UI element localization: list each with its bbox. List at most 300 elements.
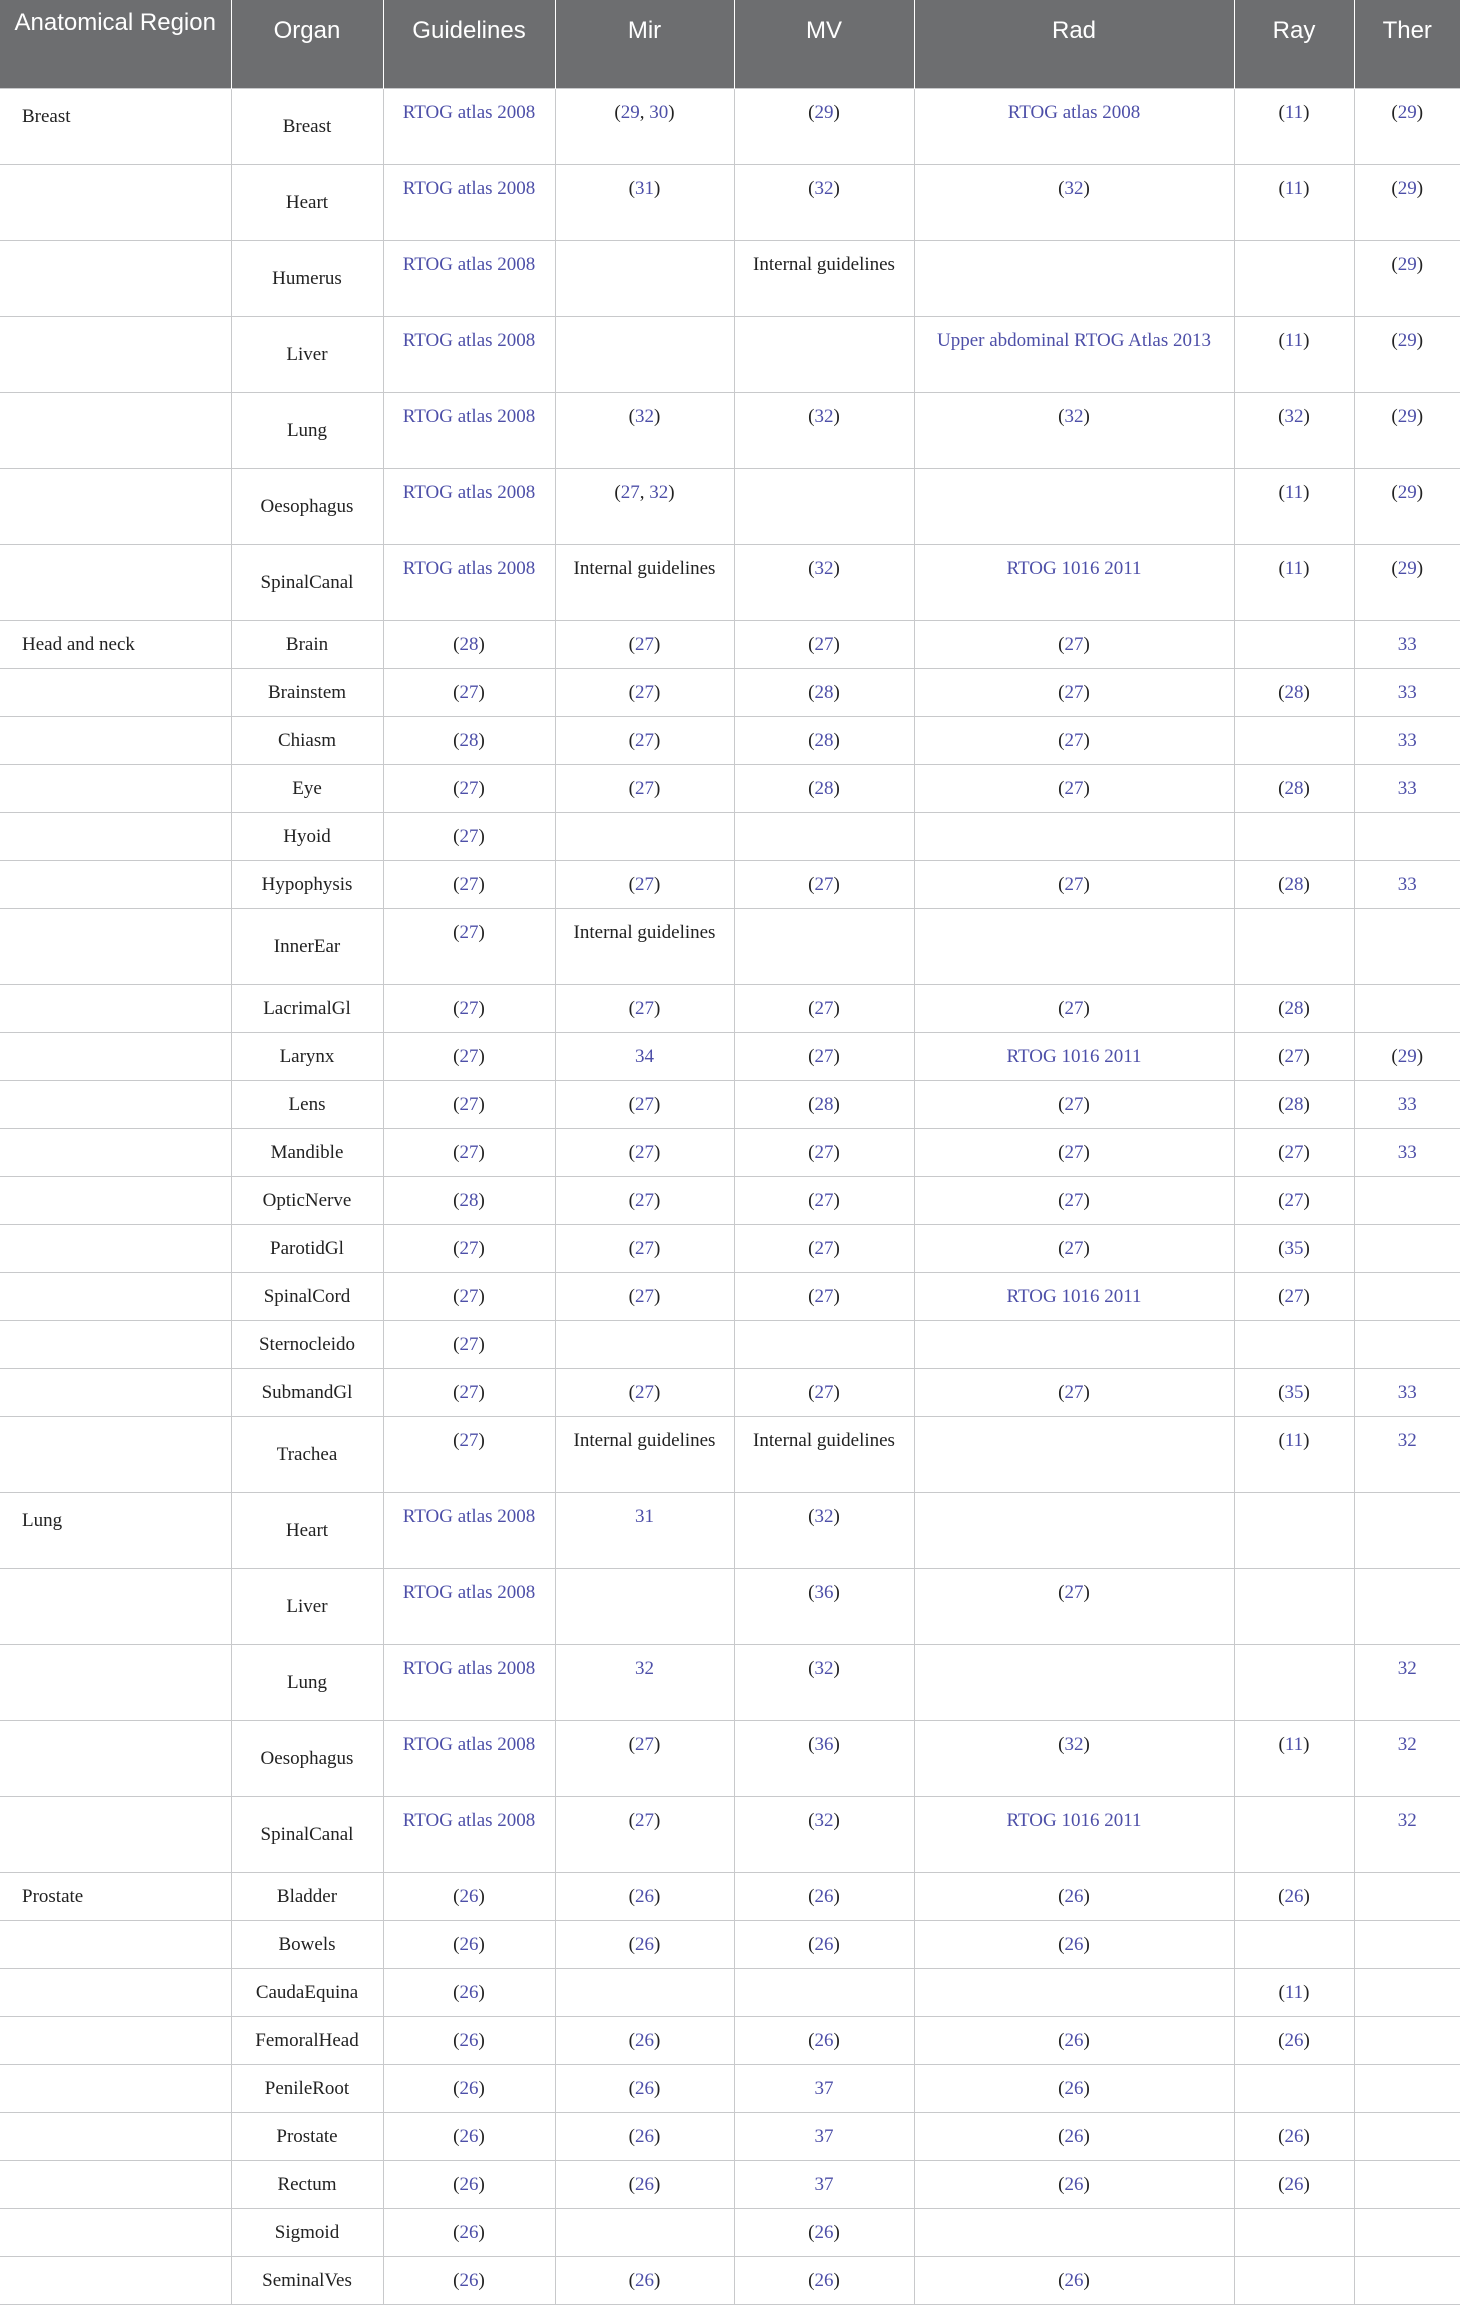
cell-rad <box>914 240 1234 316</box>
citation-link[interactable]: 26 <box>814 2029 834 2051</box>
citation-link[interactable]: 32 <box>1064 405 1084 427</box>
citation-link[interactable]: 32 <box>814 177 834 199</box>
citation-link[interactable]: 27 <box>814 1189 834 1211</box>
citation-link[interactable]: 27 <box>1064 873 1084 895</box>
organ-label: Heart <box>285 1519 329 1541</box>
citation-link[interactable]: 32 <box>635 1657 654 1679</box>
citation-link[interactable]: 32 <box>1064 177 1084 199</box>
citation-link[interactable]: 27 <box>814 873 834 895</box>
cell-mir <box>555 1416 734 1492</box>
column-header: Ther <box>1354 0 1460 88</box>
citation-link[interactable]: 33 <box>1397 729 1417 751</box>
cell-organ <box>231 1224 383 1272</box>
citation-link[interactable]: 37 <box>814 2077 834 2099</box>
cell-ther <box>1354 2064 1460 2112</box>
citation-link[interactable]: 32 <box>814 1505 834 1527</box>
citation-link[interactable]: 30 <box>649 101 669 123</box>
citation-ref: (11) <box>1278 481 1310 503</box>
citation-link[interactable]: 27 <box>459 921 479 943</box>
citation-link[interactable]: 11 <box>1284 481 1304 503</box>
cell-ther <box>1354 716 1460 764</box>
cell-ther <box>1354 392 1460 468</box>
citation-link[interactable]: 26 <box>635 1933 654 1955</box>
citation-ref: (11) <box>1278 177 1310 199</box>
citation-link[interactable]: 29 <box>1397 253 1417 275</box>
citation-link[interactable]: 29 <box>1397 557 1417 579</box>
cell-mv <box>734 2064 914 2112</box>
table-row <box>0 2160 1460 2208</box>
citation-link[interactable]: 32 <box>814 1809 834 1831</box>
citation-link[interactable]: 32 <box>1064 1733 1084 1755</box>
citation-link[interactable]: 27 <box>1064 997 1084 1019</box>
citation-link[interactable]: 35 <box>1284 1237 1304 1259</box>
citation-ref: (26) <box>453 2125 485 2147</box>
citation-link[interactable]: 31 <box>635 1505 654 1527</box>
citation-link[interactable]: 27 <box>1064 1237 1084 1259</box>
citation-link[interactable]: 26 <box>1064 2173 1084 2195</box>
cell-mir <box>555 1320 734 1368</box>
citation-ref: (27) <box>1058 1141 1090 1163</box>
citation-link[interactable]: 32 <box>649 481 669 503</box>
cell-ray <box>1234 1176 1354 1224</box>
citation-link[interactable]: 27 <box>1064 633 1084 655</box>
cell-rad <box>914 316 1234 392</box>
citation-ref: (32) <box>808 405 840 427</box>
cell-mv <box>734 1176 914 1224</box>
cell-mv <box>734 316 914 392</box>
citation-link[interactable]: 26 <box>635 2173 654 2195</box>
cell-text: Internal guidelines <box>573 1429 716 1451</box>
citation-ref: (29, 30) <box>614 101 675 123</box>
citation-link[interactable]: 31 <box>635 177 654 199</box>
region-label: Lung <box>22 1509 63 1531</box>
citation-link[interactable]: 28 <box>814 681 834 703</box>
citation-link[interactable]: 27 <box>459 1093 479 1115</box>
citation-link[interactable]: 27 <box>635 873 654 895</box>
citation-link[interactable]: 26 <box>1064 2029 1084 2051</box>
cell-ray <box>1234 1224 1354 1272</box>
citation-link[interactable]: RTOG atlas 2008 <box>402 1657 536 1679</box>
citation-link[interactable]: 36 <box>814 1581 834 1603</box>
citation-ref: (26) <box>1278 1885 1310 1907</box>
citation-link[interactable]: 27 <box>459 873 479 895</box>
citation-link[interactable]: 32 <box>814 405 834 427</box>
citation-link[interactable]: 26 <box>459 2125 479 2147</box>
citation-link[interactable]: 33 <box>1397 1093 1417 1115</box>
citation-link[interactable]: 27 <box>814 1045 834 1067</box>
citation-link[interactable]: RTOG atlas 2008 <box>402 1733 536 1755</box>
organ-label: Heart <box>285 191 329 213</box>
cell-ther <box>1354 1492 1460 1568</box>
cell-organ <box>231 1080 383 1128</box>
cell-region <box>0 1492 231 1568</box>
cell-rad <box>914 1272 1234 1320</box>
cell-ray <box>1234 392 1354 468</box>
citation-link[interactable]: 26 <box>459 1933 479 1955</box>
citation-link[interactable]: 27 <box>459 777 479 799</box>
citation-link[interactable]: 27 <box>459 1141 479 1163</box>
organ-label: Prostate <box>276 2125 338 2147</box>
table-row <box>0 1272 1460 1320</box>
citation-link[interactable]: 27 <box>1284 1285 1304 1307</box>
citation-link[interactable]: 32 <box>1284 405 1304 427</box>
citation-link[interactable]: RTOG atlas 2008 <box>402 1581 536 1603</box>
citation-link[interactable]: RTOG atlas 2008 <box>402 329 536 351</box>
citation-link[interactable]: 26 <box>1284 2173 1304 2195</box>
organ-label: Sigmoid <box>274 2221 340 2243</box>
cell-ray <box>1234 716 1354 764</box>
citation-link[interactable]: RTOG atlas 2008 <box>402 1809 536 1831</box>
citation-link[interactable]: 33 <box>1397 873 1417 895</box>
cell-guidelines <box>383 1644 555 1720</box>
organ-label: Larynx <box>279 1045 335 1067</box>
citation-link[interactable]: 37 <box>814 2173 834 2195</box>
citation-link[interactable]: 26 <box>814 1933 834 1955</box>
citation-ref: (32) <box>1058 177 1090 199</box>
citation-link[interactable]: RTOG atlas 2008 <box>1007 101 1141 123</box>
cell-organ <box>231 392 383 468</box>
citation-link[interactable]: 33 <box>1397 1381 1417 1403</box>
citation-link[interactable]: 27 <box>635 1809 654 1831</box>
citation-link[interactable]: 11 <box>1284 329 1304 351</box>
citation-link[interactable]: 26 <box>814 1885 834 1907</box>
citation-link[interactable]: 26 <box>1064 2125 1084 2147</box>
citation-link[interactable]: 27 <box>1064 1381 1084 1403</box>
cell-rad <box>914 164 1234 240</box>
cell-ther <box>1354 544 1460 620</box>
region-label: Breast <box>22 105 71 127</box>
citation-link[interactable]: 26 <box>459 1885 479 1907</box>
citation-ref: (26) <box>1058 2269 1090 2291</box>
citation-link[interactable]: 27 <box>459 1333 479 1355</box>
citation-link[interactable]: 26 <box>1064 2077 1084 2099</box>
citation-ref: (26) <box>1058 2173 1090 2195</box>
cell-region <box>0 2064 231 2112</box>
citation-link[interactable]: 33 <box>1397 777 1417 799</box>
citation-ref: (28) <box>808 681 840 703</box>
citation-link[interactable]: RTOG 1016 2011 <box>1006 1809 1142 1831</box>
citation-link[interactable]: 28 <box>814 1093 834 1115</box>
citation-ref: (26) <box>808 2029 840 2051</box>
citation-link[interactable]: 27 <box>635 1733 654 1755</box>
citation-ref: (27) <box>628 1381 661 1403</box>
citation-link[interactable]: 27 <box>1064 729 1084 751</box>
citation-link[interactable]: 27 <box>1064 1581 1084 1603</box>
citation-link[interactable]: 26 <box>1284 2029 1304 2051</box>
citation-link[interactable]: 33 <box>1397 1141 1417 1163</box>
citation-link[interactable]: 26 <box>459 2269 479 2291</box>
citation-ref: (26) <box>453 1981 485 2003</box>
citation-link[interactable]: 32 <box>1397 1429 1417 1451</box>
citation-link[interactable]: 29 <box>1397 101 1417 123</box>
cell-mv <box>734 1128 914 1176</box>
table-row <box>0 240 1460 316</box>
citation-link[interactable]: 27 <box>620 481 640 503</box>
citation-link[interactable]: 11 <box>1284 557 1304 579</box>
organ-label: Lung <box>286 1671 328 1693</box>
cell-mv <box>734 1080 914 1128</box>
cell-mv <box>734 620 914 668</box>
cell-ther <box>1354 2112 1460 2160</box>
citation-link[interactable]: 11 <box>1284 1733 1304 1755</box>
citation-ref: (32) <box>1058 1733 1090 1755</box>
citation-link[interactable]: 32 <box>814 1657 834 1679</box>
citation-link[interactable]: 27 <box>635 1237 654 1259</box>
cell-mir <box>555 2016 734 2064</box>
citation-link[interactable]: RTOG 1016 2011 <box>1006 1285 1142 1307</box>
citation-link[interactable]: 27 <box>635 997 654 1019</box>
cell-guidelines <box>383 1176 555 1224</box>
citation-ref: (27) <box>453 921 485 943</box>
citation-link[interactable]: 28 <box>814 777 834 799</box>
citation-link[interactable]: 27 <box>1064 777 1084 799</box>
cell-mir <box>555 908 734 984</box>
citation-link[interactable]: 27 <box>635 1189 654 1211</box>
cell-rad <box>914 1032 1234 1080</box>
citation-link[interactable]: 28 <box>1284 1093 1304 1115</box>
cell-rad <box>914 1128 1234 1176</box>
cell-mv <box>734 764 914 812</box>
cell-mir <box>555 1920 734 1968</box>
cell-organ <box>231 1320 383 1368</box>
cell-rad <box>914 1968 1234 2016</box>
cell-organ <box>231 1568 383 1644</box>
citation-ref: (31) <box>628 177 661 199</box>
cell-mv <box>734 2208 914 2256</box>
citation-ref: (28) <box>1278 873 1310 895</box>
region-label: Head and neck <box>22 633 135 655</box>
organ-label: FemoralHead <box>255 2029 359 2051</box>
citation-link[interactable]: 11 <box>1284 177 1304 199</box>
citation-link[interactable]: 26 <box>635 2029 654 2051</box>
cell-rad <box>914 908 1234 984</box>
citation-link[interactable]: 27 <box>814 1141 834 1163</box>
citation-ref: (27) <box>1278 1141 1310 1163</box>
citation-ref: (26) <box>628 2125 661 2147</box>
citation-link[interactable]: 32 <box>814 557 834 579</box>
citation-link[interactable]: 28 <box>1284 681 1304 703</box>
citation-link[interactable]: 27 <box>1064 681 1084 703</box>
citation-link[interactable]: RTOG 1016 2011 <box>1006 1045 1142 1067</box>
citation-link[interactable]: 27 <box>635 1093 654 1115</box>
citation-link[interactable]: 27 <box>459 1237 479 1259</box>
citation-link[interactable]: 27 <box>635 681 654 703</box>
citation-link[interactable]: 34 <box>635 1045 654 1067</box>
citation-link[interactable]: 26 <box>1064 1885 1084 1907</box>
citation-link[interactable]: RTOG atlas 2008 <box>402 177 536 199</box>
citation-link[interactable]: 27 <box>1064 1093 1084 1115</box>
cell-guidelines <box>383 2112 555 2160</box>
citation-link[interactable]: 27 <box>814 1237 834 1259</box>
citation-link[interactable]: 27 <box>459 1045 479 1067</box>
cell-organ <box>231 1416 383 1492</box>
citation-link[interactable]: 26 <box>459 2029 479 2051</box>
cell-ray <box>1234 1080 1354 1128</box>
cell-mir <box>555 1080 734 1128</box>
cell-ray <box>1234 668 1354 716</box>
organ-label: PenileRoot <box>264 2077 350 2099</box>
citation-link[interactable]: RTOG atlas 2008 <box>402 557 536 579</box>
citation-link[interactable]: 27 <box>1284 1045 1304 1067</box>
citation-link[interactable]: 26 <box>1064 2269 1084 2291</box>
cell-mir <box>555 1720 734 1796</box>
cell-ther <box>1354 1796 1460 1872</box>
organ-label: Trachea <box>276 1443 338 1465</box>
citation-link[interactable]: 27 <box>459 681 479 703</box>
citation-link[interactable]: 27 <box>635 1141 654 1163</box>
cell-mv <box>734 1872 914 1920</box>
citation-link[interactable]: 11 <box>1284 1429 1304 1451</box>
citation-link[interactable]: 26 <box>814 2221 834 2243</box>
citation-link[interactable]: RTOG atlas 2008 <box>402 253 536 275</box>
citation-link[interactable]: 27 <box>814 997 834 1019</box>
cell-region <box>0 1080 231 1128</box>
table-row <box>0 860 1460 908</box>
citation-link[interactable]: RTOG atlas 2008 <box>402 481 536 503</box>
citation-ref: (26) <box>453 2077 485 2099</box>
citation-link[interactable]: 26 <box>459 2077 479 2099</box>
citation-link[interactable]: 32 <box>635 405 654 427</box>
citation-link[interactable]: 27 <box>814 633 834 655</box>
cell-mir <box>555 2160 734 2208</box>
citation-link[interactable]: 11 <box>1284 1981 1304 2003</box>
cell-ray <box>1234 812 1354 860</box>
citation-link[interactable]: 32 <box>1397 1733 1417 1755</box>
citation-link[interactable]: 29 <box>1397 481 1417 503</box>
citation-link[interactable]: 28 <box>1284 997 1304 1019</box>
cell-ray <box>1234 2064 1354 2112</box>
cell-rad <box>914 392 1234 468</box>
cell-ther <box>1354 1872 1460 1920</box>
citation-link[interactable]: 28 <box>1284 777 1304 799</box>
citation-link[interactable]: 26 <box>459 2221 479 2243</box>
citation-link[interactable]: RTOG atlas 2008 <box>402 405 536 427</box>
cell-organ <box>231 1368 383 1416</box>
citation-ref: (26) <box>1278 2029 1310 2051</box>
citation-link[interactable]: 27 <box>814 1381 834 1403</box>
citation-ref: (27) <box>808 1381 840 1403</box>
citation-link[interactable]: 26 <box>1064 1933 1084 1955</box>
cell-region <box>0 1320 231 1368</box>
citation-link[interactable]: RTOG atlas 2008 <box>402 1505 536 1527</box>
citation-link[interactable]: 28 <box>459 1189 479 1211</box>
citation-link[interactable]: 33 <box>1397 681 1417 703</box>
citation-link[interactable]: 27 <box>814 1285 834 1307</box>
citation-link[interactable]: 27 <box>635 1285 654 1307</box>
cell-mv <box>734 240 914 316</box>
table-row <box>0 812 1460 860</box>
citation-link[interactable]: 26 <box>635 2269 654 2291</box>
citation-link[interactable]: 27 <box>459 1381 479 1403</box>
citation-link[interactable]: RTOG 1016 2011 <box>1006 557 1142 579</box>
cell-region <box>0 544 231 620</box>
citation-link[interactable]: 27 <box>459 1285 479 1307</box>
cell-ray <box>1234 2256 1354 2304</box>
citation-link[interactable]: 36 <box>814 1733 834 1755</box>
citation-link[interactable]: 27 <box>1064 1189 1084 1211</box>
cell-rad <box>914 1872 1234 1920</box>
citation-link[interactable]: 27 <box>1284 1141 1304 1163</box>
cell-mv <box>734 164 914 240</box>
citation-ref: (28) <box>1278 997 1310 1019</box>
cell-rad <box>914 1320 1234 1368</box>
citation-ref: (27) <box>1278 1189 1310 1211</box>
citation-ref: (27) <box>628 873 661 895</box>
citation-ref: (27) <box>453 873 485 895</box>
citation-link[interactable]: Upper abdominal RTOG Atlas 2013 <box>937 329 1211 351</box>
cell-mv <box>734 1272 914 1320</box>
cell-mir <box>555 2064 734 2112</box>
citation-link[interactable]: 27 <box>1064 1141 1084 1163</box>
citation-link[interactable]: 26 <box>635 2125 654 2147</box>
citation-link[interactable]: 27 <box>459 997 479 1019</box>
citation-link[interactable]: 26 <box>635 1885 654 1907</box>
citation-link[interactable]: 27 <box>635 777 654 799</box>
cell-region <box>0 668 231 716</box>
citation-link[interactable]: 26 <box>459 1981 479 2003</box>
citation-ref: (28) <box>453 633 485 655</box>
table-row <box>0 908 1460 984</box>
citation-link[interactable]: 32 <box>1397 1657 1417 1679</box>
cell-guidelines <box>383 812 555 860</box>
citation-link[interactable]: 32 <box>1397 1809 1417 1831</box>
citation-link[interactable]: 29 <box>814 101 834 123</box>
citation-link[interactable]: 28 <box>814 729 834 751</box>
citation-link[interactable]: 27 <box>635 1381 654 1403</box>
cell-organ <box>231 316 383 392</box>
cell-guidelines <box>383 1272 555 1320</box>
citation-ref: (27) <box>453 1045 485 1067</box>
citation-link[interactable]: 11 <box>1284 101 1304 123</box>
citation-link[interactable]: 29 <box>620 101 640 123</box>
column-header: Anatomical Region <box>0 0 231 88</box>
citation-link[interactable]: 26 <box>814 2269 834 2291</box>
cell-ray <box>1234 1032 1354 1080</box>
citation-link[interactable]: 26 <box>1284 2125 1304 2147</box>
citation-ref: (26) <box>1058 2077 1090 2099</box>
citation-link[interactable]: 28 <box>1284 873 1304 895</box>
citation-link[interactable]: 29 <box>1397 405 1417 427</box>
citation-link[interactable]: 29 <box>1397 177 1417 199</box>
citation-link[interactable]: 28 <box>459 729 479 751</box>
cell-organ <box>231 2256 383 2304</box>
cell-ray <box>1234 2016 1354 2064</box>
citation-link[interactable]: 29 <box>1397 329 1417 351</box>
cell-ray <box>1234 88 1354 164</box>
cell-ray <box>1234 1796 1354 1872</box>
cell-region <box>0 392 231 468</box>
citation-link[interactable]: 33 <box>1397 633 1417 655</box>
citation-link[interactable]: 27 <box>1284 1189 1304 1211</box>
citation-link[interactable]: 37 <box>814 2125 834 2147</box>
citation-link[interactable]: 29 <box>1397 1045 1417 1067</box>
citation-link[interactable]: 26 <box>459 2173 479 2195</box>
cell-organ <box>231 1032 383 1080</box>
citation-ref: (27) <box>1058 729 1090 751</box>
citation-link[interactable]: 26 <box>635 2077 654 2099</box>
cell-region <box>0 620 231 668</box>
citation-link[interactable]: RTOG atlas 2008 <box>402 101 536 123</box>
citation-link[interactable]: 27 <box>459 825 479 847</box>
citation-link[interactable]: 27 <box>635 633 654 655</box>
citation-link[interactable]: 27 <box>635 729 654 751</box>
citation-link[interactable]: 27 <box>459 1429 479 1451</box>
citation-ref: (26) <box>628 1885 661 1907</box>
citation-link[interactable]: 26 <box>1284 1885 1304 1907</box>
citation-link[interactable]: 28 <box>459 633 479 655</box>
cell-guidelines <box>383 240 555 316</box>
citation-link[interactable]: 35 <box>1284 1381 1304 1403</box>
